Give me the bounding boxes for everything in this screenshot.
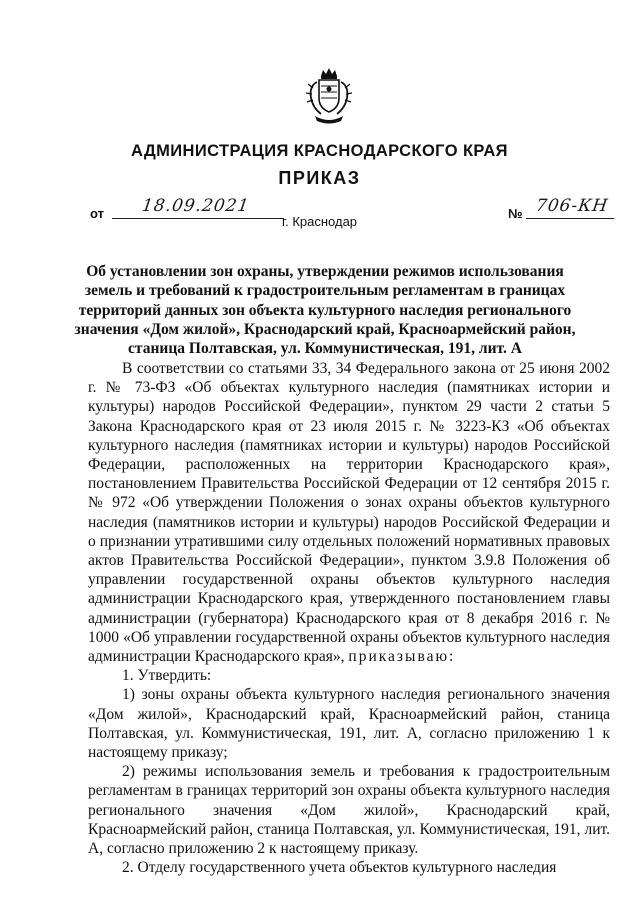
item-1-1: 1) зоны охраны объекта культурного наследия регионального значения «Дом жилой», Краснодарский край, Красноармейский район, станица Полтавская, ул. Коммунистическая, 191, лит. А, согласно приложению 1 к настоящему приказу; — [88, 686, 610, 762]
preamble-paragraph — [88, 359, 610, 666]
number-label: № — [508, 206, 523, 221]
document-type: ПРИКАЗ — [278, 168, 361, 188]
document-title: Об установлении зон охраны, утверждении режимов использования земель и требований к градостроительным регламентам в границах территорий данных зон объекта культурного наследия регионального значения «Дом жилой», Краснодарский край, Красноармейский район, станица Полтавская, ул. Коммунистическая, 191, лит. А — [74, 263, 576, 358]
organization-name: АДМИНИСТРАЦИЯ КРАСНОДАРСКОГО КРАЯ — [131, 142, 508, 160]
preamble-text: В соответствии со статьями 33, 34 Федерального закона от 25 июня 2002 г. № 73-ФЗ «Об объектах культурного наследия (памятниках истории и культуры) народов Российской Федерации», пунктом 29 части 2 статьи 5 Закона Краснодарского края от 23 июля 2015 г. № 3223-КЗ «Об объектах культурного наследия (памятниках истории и культуры) народов Российской Федерации, расположенных на территории Краснодарского края», постановлением Правительства Российской Федерации от 12 сентября 2015 г. № 972 «Об утверждении Положения о зонах охраны объектов культурного наследия (памятников истории и культуры) народов Российской Федерации и о признании утратившими силу отдельных положений нормативных правовых актов Правительства Российской Федерации», пунктом 3.9.8 Положения об управлении государственной охраны объектов культурного наследия администрации Краснодарского края, утвержденного постановлением главы администрации (губернатора) Краснодарского края от 8 декабря 2016 г. № 1000 «Об управлении государственной охраны объектов культурного наследия администрации Краснодарского края», — [88, 360, 610, 666]
document-body — [88, 359, 610, 877]
city: г. Краснодар — [281, 214, 358, 229]
order-word: приказываю: — [348, 648, 456, 666]
item-2: 2. Отделу государственного учета объектов культурного наследия — [122, 859, 557, 877]
item-1: 1. Утвердить: — [122, 667, 212, 685]
number-value: 706-КН — [534, 196, 610, 216]
item-1-2: 2) режимы использования земель и требования к градостроительным регламентам в границах территорий зон охраны объекта культурного наследия регионального значения «Дом жилой», Краснодарский край, Красноармейский район, станица Полтавская, ул. Коммунистическая, 191, лит. А, согласно приложению 2 к настоящему приказу. — [88, 763, 610, 858]
date-value: 18.09.2021 — [140, 196, 251, 216]
date-label: от — [90, 206, 104, 221]
coat-of-arms-icon — [305, 68, 353, 126]
